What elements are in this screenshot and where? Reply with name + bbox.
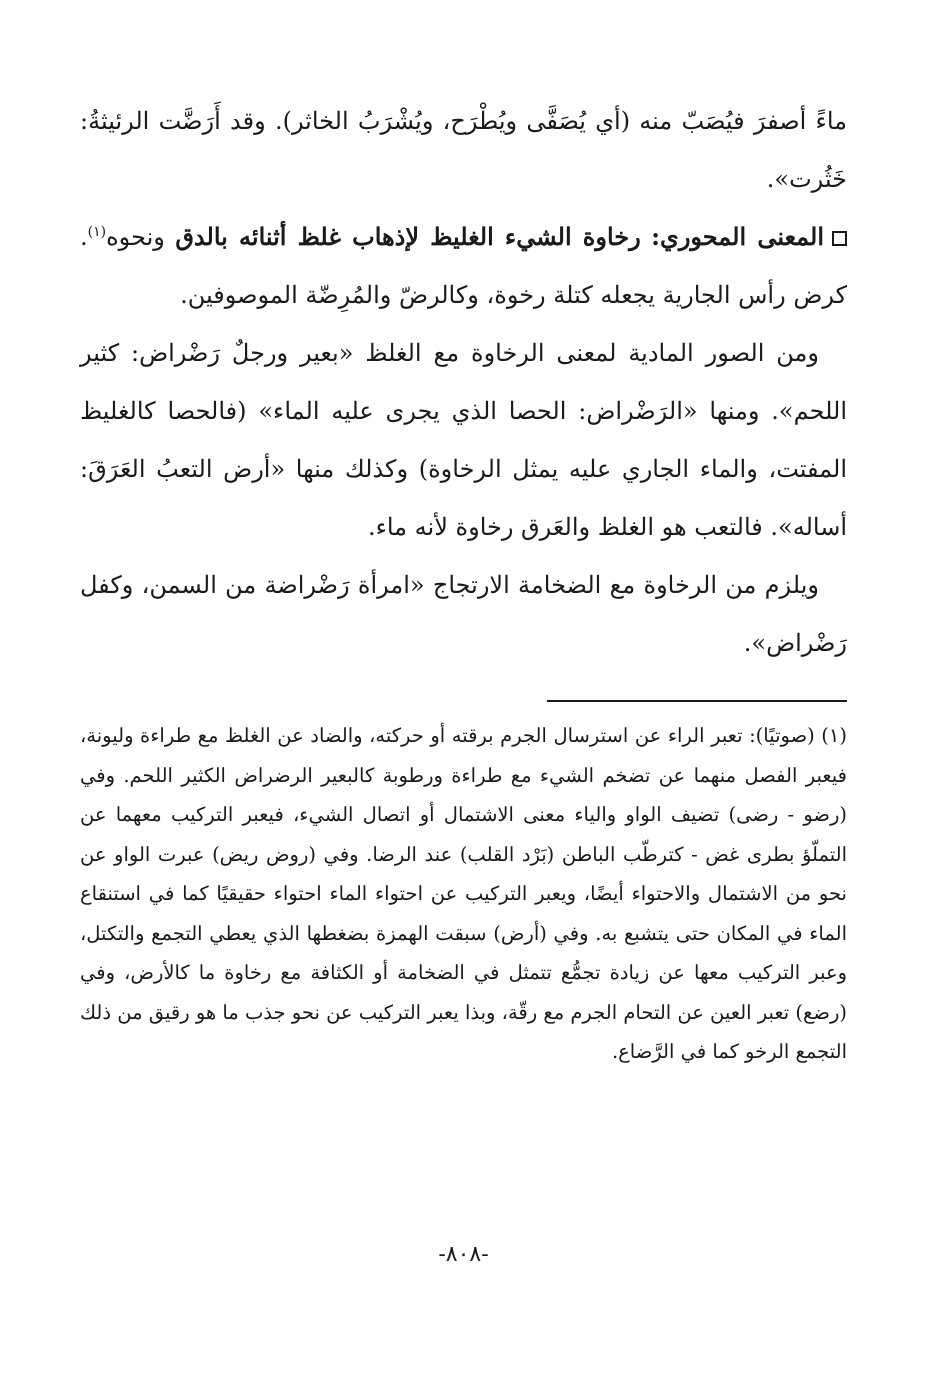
- page-number: -٨٠٨-: [438, 1242, 489, 1267]
- page-body: [80, 92, 847, 1072]
- paragraph-2-text-b: . كرض رأس الجارية يجعله كتلة رخوة، وكالرضّ والمُرِضّة الموصوفين.: [80, 223, 847, 309]
- footnote-1: (١) (صوتيًا): تعبر الراء عن استرسال الجرم برقته أو حركته، والضاد عن الغلظ مع طراءة وليونة، فيعبر الفصل منهما عن تضخم الشيء مع طراءة ورطوبة كالبعير الرضراض الكثير اللحم. وفي (رضو - رضى) تضيف الواو والياء معنى الاشتمال أو اتصال الشيء، فيعبر التركيب معهما عن التملّؤ بطرى غض - كترطّب الباطن (بَرْد القلب) عند الرضا. وفي (روض ريض) عبرت الواو عن نحو من الاشتمال والاحتواء أيضًا، ويعبر التركيب عن احتواء الماء احتواء حقيقيًا كما في استنقاع الماء في المكان حتى يتشبع به. وفي (أرض) سبقت الهمزة بضغطها الذي يعطي التجمع والتكتل، وعبر التركيب معها عن زيادة تجمُّع تتمثل في الضخامة أو الكثافة مع رخاوة ما كالأرض، وفي (رضع) تعبر العين عن التحام الجرم مع رقّة، وبذا يعبر التركيب عن نحو جذب ما هو رقيق من ذلك التجمع الرخو كما في الرَّضاع.: [79, 724, 847, 1063]
- central-meaning-label: المعنى المحوري:: [651, 222, 825, 251]
- square-bullet-icon: [832, 231, 847, 246]
- footnotes: [80, 716, 847, 1072]
- paragraph-4: ويلزم من الرخاوة مع الضخامة الارتجاج «امرأة رَضْراضة من السمن، وكفل رَضْراض».: [80, 571, 847, 657]
- paragraph-3: ومن الصور المادية لمعنى الرخاوة مع الغلظ «بعير ورجلٌ رَضْراض: كثير اللحم». ومنها «الرَضْراض: الحصا الذي يجرى عليه الماء» (فالحصا كالغليظ المفتت، والماء الجاري عليه يمثل الرخاوة) وكذلك منها «أرض التعبُ العَرَقَ: أساله». فالتعب هو الغلظ والعَرق رخاوة لأنه ماء.: [80, 339, 847, 541]
- footnote-reference[interactable]: (١): [87, 224, 107, 240]
- central-meaning-definition: رخاوة الشيء الغليظ لإذهاب غلظ أثنائه بالدق: [175, 222, 641, 251]
- footnote-divider: [547, 700, 847, 702]
- main-text: [80, 92, 847, 672]
- paragraph-2: [80, 208, 847, 324]
- paragraph-1: ماءً أصفرَ فيُصَبّ منه (أي يُصَفَّى ويُطْرَح، ويُشْرَبُ الخاثر). وقد أَرَضَّت الرئيثةُ: خَثُرت».: [80, 107, 847, 193]
- paragraph-2-text-a: ونحوه: [106, 223, 165, 251]
